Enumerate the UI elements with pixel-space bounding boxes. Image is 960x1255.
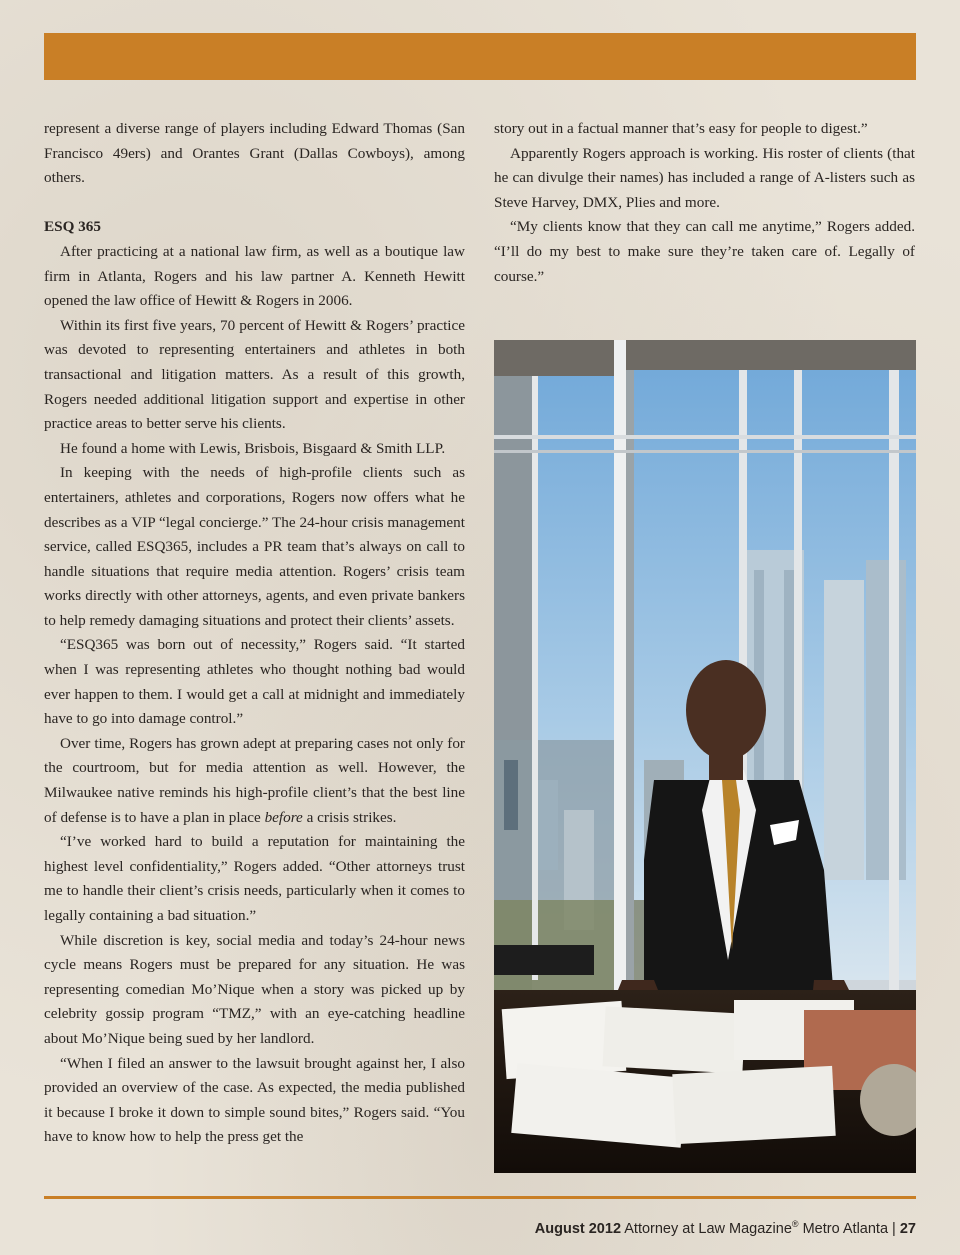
- footer-region: Metro Atlanta: [802, 1220, 889, 1237]
- paragraph: While discretion is key, social media and today’s 24-hour news cycle means Rogers must be prepared for any situation. He was representing comedian Mo’Nique when a story was picked up by celebrity gossip program “TMZ,” with an eye-catching headline about Mo’Nique being sued by her landlord.: [44, 931, 465, 1047]
- footer-accent-rule: [44, 1196, 916, 1199]
- left-text-column: [44, 117, 465, 1150]
- paragraph: In keeping with the needs of high-profile clients such as entertainers, athletes and corporations, Rogers now offers what he describes as a VIP “legal concierge.” The 24-hour crisis management service, called ESQ365, includes a PR team that’s always on call to handle situations that require media attention. Rogers’ crisis team works directly with other attorneys, agents, and even private bankers to help remedy damaging situations and protect their clients’ assets.: [44, 464, 465, 629]
- paragraph: He found a home with Lewis, Brisbois, Bisgaard & Smith LLP.: [60, 439, 446, 457]
- photo-illustration: [494, 340, 916, 1173]
- attorney-office-photo: [494, 340, 916, 1173]
- paragraph: “My clients know that they can call me anytime,” Rogers added. “I’ll do my best to make sure they’re taken care of. Legally of course.”: [494, 218, 915, 285]
- footer-separator: |: [892, 1220, 896, 1237]
- section-heading: ESQ 365: [44, 218, 101, 236]
- paragraph: “When I filed an answer to the lawsuit brought against her, I also provided an overview of the case. As expected, the media published it because I broke it down to simple sound bites,” Rogers said. “You have to know how to help the press get the: [44, 1054, 465, 1146]
- paragraph-text: Over time, Rogers has grown adept at preparing cases not only for the courtroom, but for media attention as well. However, the Milwaukee native reminds his high-profile client’s that the best line of defense is to have a plan in place: [44, 734, 465, 826]
- emphasis-text: before: [264, 808, 303, 826]
- paragraph: “I’ve worked hard to build a reputation for maintaining the highest level confidentiality,” Rogers added. “Other attorneys trust me to handle their client’s crisis needs, particularly when it comes to legally containing a bad situation.”: [44, 833, 465, 924]
- page-footer: [535, 1219, 916, 1237]
- paragraph: Apparently Rogers approach is working. His roster of clients (that he can divulge their names) has included a range of A-listers such as Steve Harvey, DMX, Plies and more.: [494, 144, 915, 211]
- paragraph: After practicing at a national law firm, as well as a boutique law firm in Atlanta, Rogers and his law partner A. Kenneth Hewitt opened the law office of Hewitt & Rogers in 2006.: [44, 242, 465, 310]
- paragraph: [44, 732, 465, 830]
- page-number: 27: [899, 1220, 916, 1237]
- paragraph: Within its first five years, 70 percent of Hewitt & Rogers’ practice was devoted to representing entertainers and athletes in both transactional and litigation matters. As a result of this growth, Rogers needed additional litigation support and expertise in other practice areas to better serve his clients.: [44, 316, 465, 433]
- paragraph: “ESQ365 was born out of necessity,” Rogers said. “It started when I was representing athletes who thought nothing bad would ever happen to them. I would get a call at midnight and immediately have to go into damage control.”: [44, 636, 465, 728]
- paragraph-text: a crisis strikes.: [302, 808, 397, 826]
- paragraph: represent a diverse range of players including Edward Thomas (San Francisco 49ers) and Orantes Grant (Dallas Cowboys), among others.: [44, 120, 465, 187]
- header-accent-bar: [44, 33, 916, 80]
- paragraph: story out in a factual manner that’s easy for people to digest.”: [494, 120, 868, 137]
- registered-mark: ®: [791, 1219, 799, 1229]
- footer-publication: Attorney at Law Magazine: [624, 1220, 792, 1237]
- footer-date: August 2012: [534, 1220, 622, 1237]
- right-text-column: [494, 117, 915, 289]
